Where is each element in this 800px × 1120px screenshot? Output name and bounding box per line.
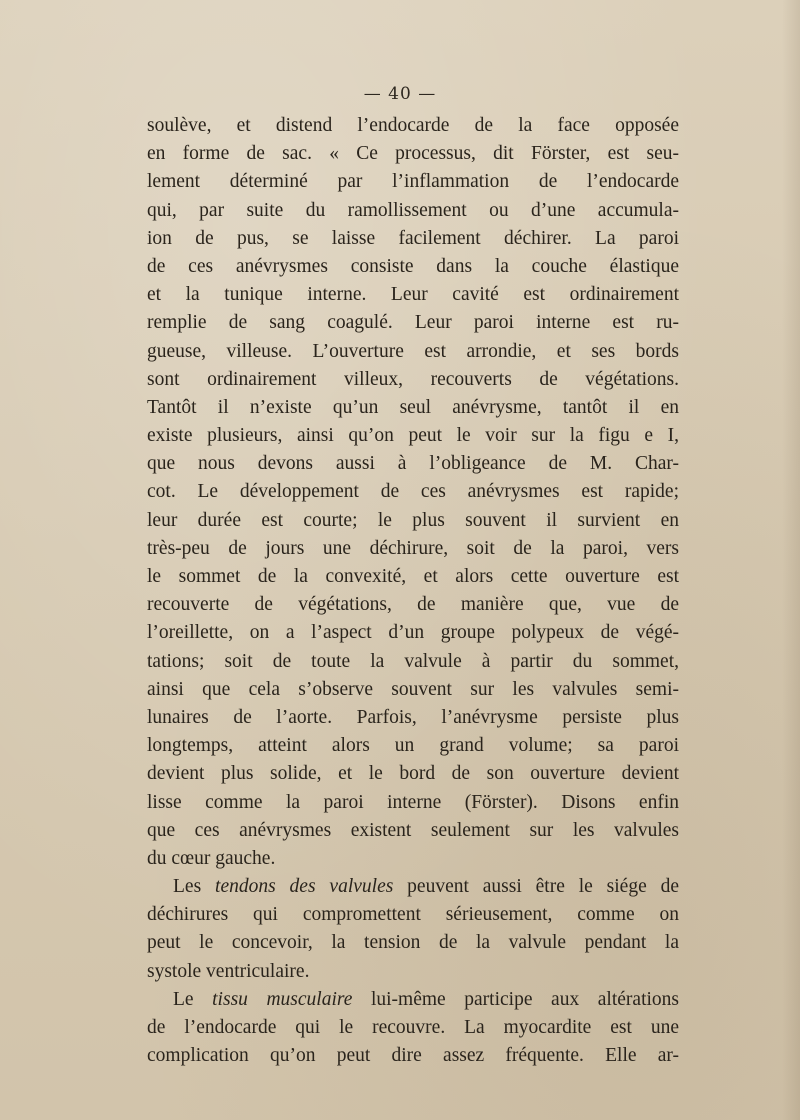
line-rest: peuvent aussi être le siége de	[393, 876, 680, 898]
text-line: déchirures qui compromettent sérieusement, comme on	[147, 904, 679, 926]
text-line: existe plusieurs, ainsi qu’on peut le voir sur la figu e I,	[147, 425, 679, 447]
text-line: leur durée est courte; le plus souvent il survient en	[147, 509, 679, 531]
line-lead: Le	[173, 988, 213, 1010]
text-line: l’oreillette, on a l’aspect d’un groupe polypeux de végé-	[147, 622, 679, 644]
text-line: qui, par suite du ramollissement ou d’une accumula-	[147, 199, 679, 221]
text-line: en forme de sac. « Ce processus, dit Förster, est seu-	[147, 143, 679, 165]
paragraph-start-line	[147, 986, 679, 1014]
page-edge-shadow	[782, 0, 800, 1120]
text-line: de l’endocarde qui le recouvre. La myocardite est une	[147, 1017, 679, 1038]
text-line: devient plus solide, et le bord de son ouverture devient	[147, 763, 679, 785]
text-line: complication qu’on peut dire assez fréquente. Elle ar-	[147, 1045, 679, 1067]
line-lead: Les	[173, 876, 216, 898]
text-line: ainsi que cela s’observe souvent sur les valvules semi-	[147, 678, 679, 700]
paragraph-end-line: du cœur gauche.	[147, 847, 276, 869]
text-line: gueuse, villeuse. L’ouverture est arrondie, et ses bords	[147, 340, 679, 362]
paragraph-start-line	[147, 873, 679, 901]
paragraph-end-line: systole ventriculaire.	[147, 960, 310, 982]
text-line: ion de pus, se laisse facilement déchirer. La paroi	[147, 227, 679, 249]
text-line: cot. Le développement de ces anévrysmes est rapide;	[147, 481, 679, 503]
text-line: sont ordinairement villeux, recouverts de végétations.	[147, 368, 679, 390]
text-line: longtemps, atteint alors un grand volume; sa paroi	[147, 735, 679, 757]
text-line: et la tunique interne. Leur cavité est ordinairement	[147, 284, 679, 306]
text-line: très-peu de jours une déchirure, soit de la paroi, vers	[147, 537, 679, 559]
text-line: tations; soit de toute la valvule à partir du sommet,	[147, 650, 679, 672]
text-line: remplie de sang coagulé. Leur paroi interne est ru-	[147, 312, 679, 334]
text-line: de ces anévrysmes consiste dans la couche élastique	[147, 255, 679, 277]
text-line: soulève, et distend l’endocarde de la face opposée	[147, 115, 679, 136]
italic-term: tendons des valvules	[215, 876, 394, 898]
page-number: — 40 —	[363, 84, 437, 104]
body-text	[147, 112, 679, 1070]
text-line: Tantôt il n’existe qu’un seul anévrysme, tantôt il en	[147, 396, 679, 418]
italic-term: tissu musculaire	[212, 988, 353, 1010]
text-line: peut le concevoir, la tension de la valvule pendant la	[147, 932, 679, 954]
line-rest: lui-même participe aux altérations	[352, 988, 679, 1010]
text-line: recouverte de végétations, de manière que, vue de	[147, 594, 679, 616]
text-line: lisse comme la paroi interne (Förster). Disons enfin	[147, 791, 679, 813]
text-line: que ces anévrysmes existent seulement sur les valvules	[147, 819, 679, 841]
text-line: le sommet de la convexité, et alors cette ouverture est	[147, 566, 679, 587]
text-line: lement déterminé par l’inflammation de l’endocarde	[147, 171, 679, 193]
text-line: que nous devons aussi à l’obligeance de M. Char-	[147, 453, 679, 475]
text-line: lunaires de l’aorte. Parfois, l’anévrysme persiste plus	[147, 706, 679, 728]
